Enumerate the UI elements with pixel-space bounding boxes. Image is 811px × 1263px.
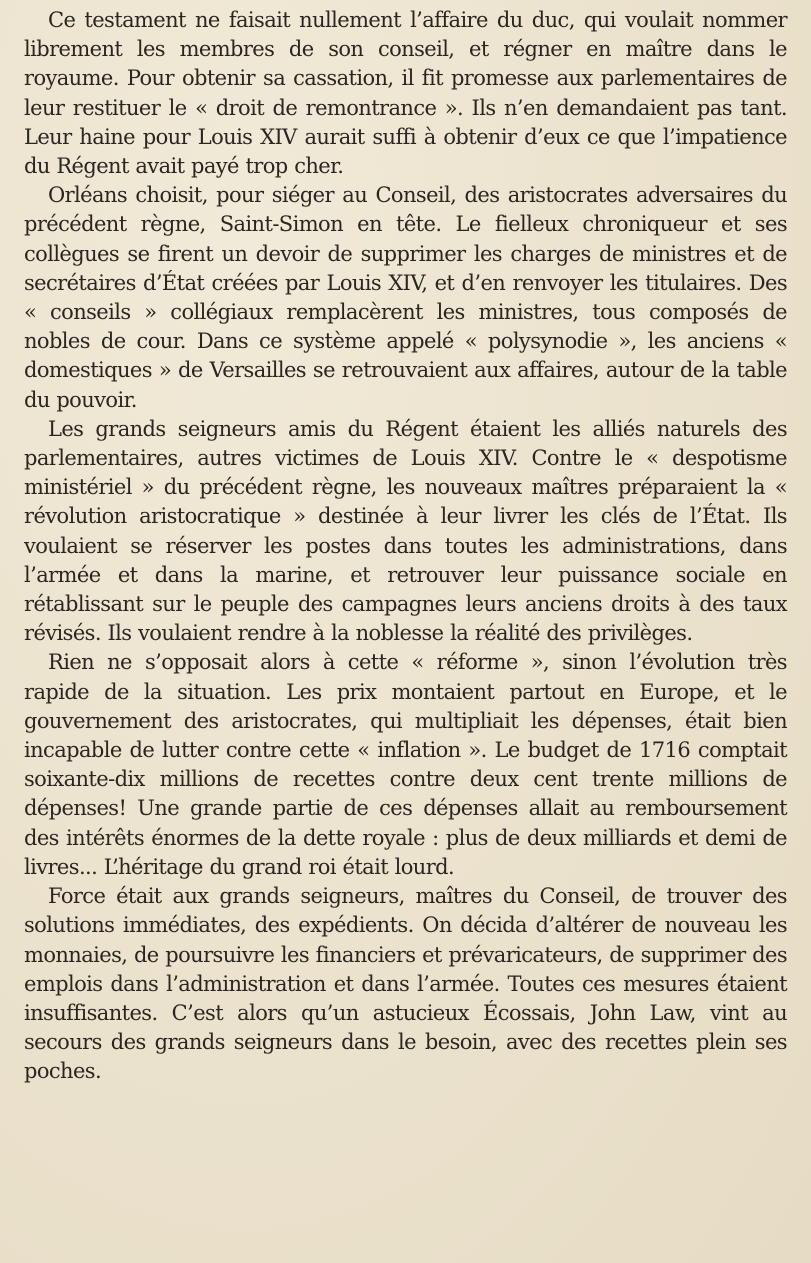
book-page — [24, 6, 787, 1087]
paragraph-polysynodie: Orléans choisit, pour siéger au Conseil, des aristocrates adversaires du précédent règne, Saint-Simon en tête. Le fielleux chroniqueur et ses collègues se firent un devoir de supprimer les charges de ministres et de secrétaires d’État créées par Louis XIV, et d’en renvoyer les titulaires. Des « conseils » collégiaux remplacèrent les ministres, tous composés de nobles de cour. Dans ce système appelé « polysynodie », les anciens « domestiques » de Versailles se retrouvaient aux affaires, autour de la table du pouvoir. — [24, 183, 787, 412]
paragraph-aristocratic-revolution: Les grands seigneurs amis du Régent étaient les alliés naturels des parlementaires, autres victimes de Louis XIV. Contre le « despotisme ministériel » du précédent règne, les nouveaux maîtres préparaient la « révolution aristocratique » destinée à leur livrer les clés de l’État. Ils voulaient se réserver les postes dans toutes les administrations, dans l’armée et dans la marine, et retrouver leur puissance sociale en rétablissant sur le peuple des campagnes leurs anciens droits à des taux révisés. Ils voulaient rendre à la noblesse la réalité des privilèges. — [24, 416, 787, 646]
paragraph-testament: Ce testament ne faisait nullement l’affaire du duc, qui voulait nommer librement les membres de son conseil, et régner en maître dans le royaume. Pour obtenir sa cassation, il fit promesse aux parlementaires de leur restituer le « droit de remontrance ». Ils n’en demandaient pas tant. Leur haine pour Louis XIV aurait suffi à obtenir d’eux ce que l’impatience du Régent avait payé trop cher. — [24, 8, 787, 179]
paragraph-john-law: Force était aux grands seigneurs, maîtres du Conseil, de trouver des solutions immédiates, des expédients. On décida d’altérer de nouveau les monnaies, de poursuivre les financiers et prévaricateurs, de supprimer des emplois dans l’administration et dans l’armée. Toutes ces mesures étaient insuffisantes. C’est alors qu’un astucieux Écossais, John Law, vint au secours des grands seigneurs dans le besoin, avec des recettes plein ses poches. — [24, 884, 787, 1084]
paragraph-inflation-budget: Rien ne s’opposait alors à cette « réforme », sinon l’évolution très rapide de la situation. Les prix montaient partout en Europe, et le gouvernement des aristocrates, qui multipliait les dépenses, était bien incapable de lutter contre cette « inflation ». Le budget de 1716 comptait soixante-dix millions de recettes contre deux cent trente millions de dépenses! Une grande partie de ces dépenses allait au remboursement des intérêts énormes de la dette royale : plus de deux milliards et demi de livres... L’héritage du grand roi était lourd. — [24, 650, 787, 879]
